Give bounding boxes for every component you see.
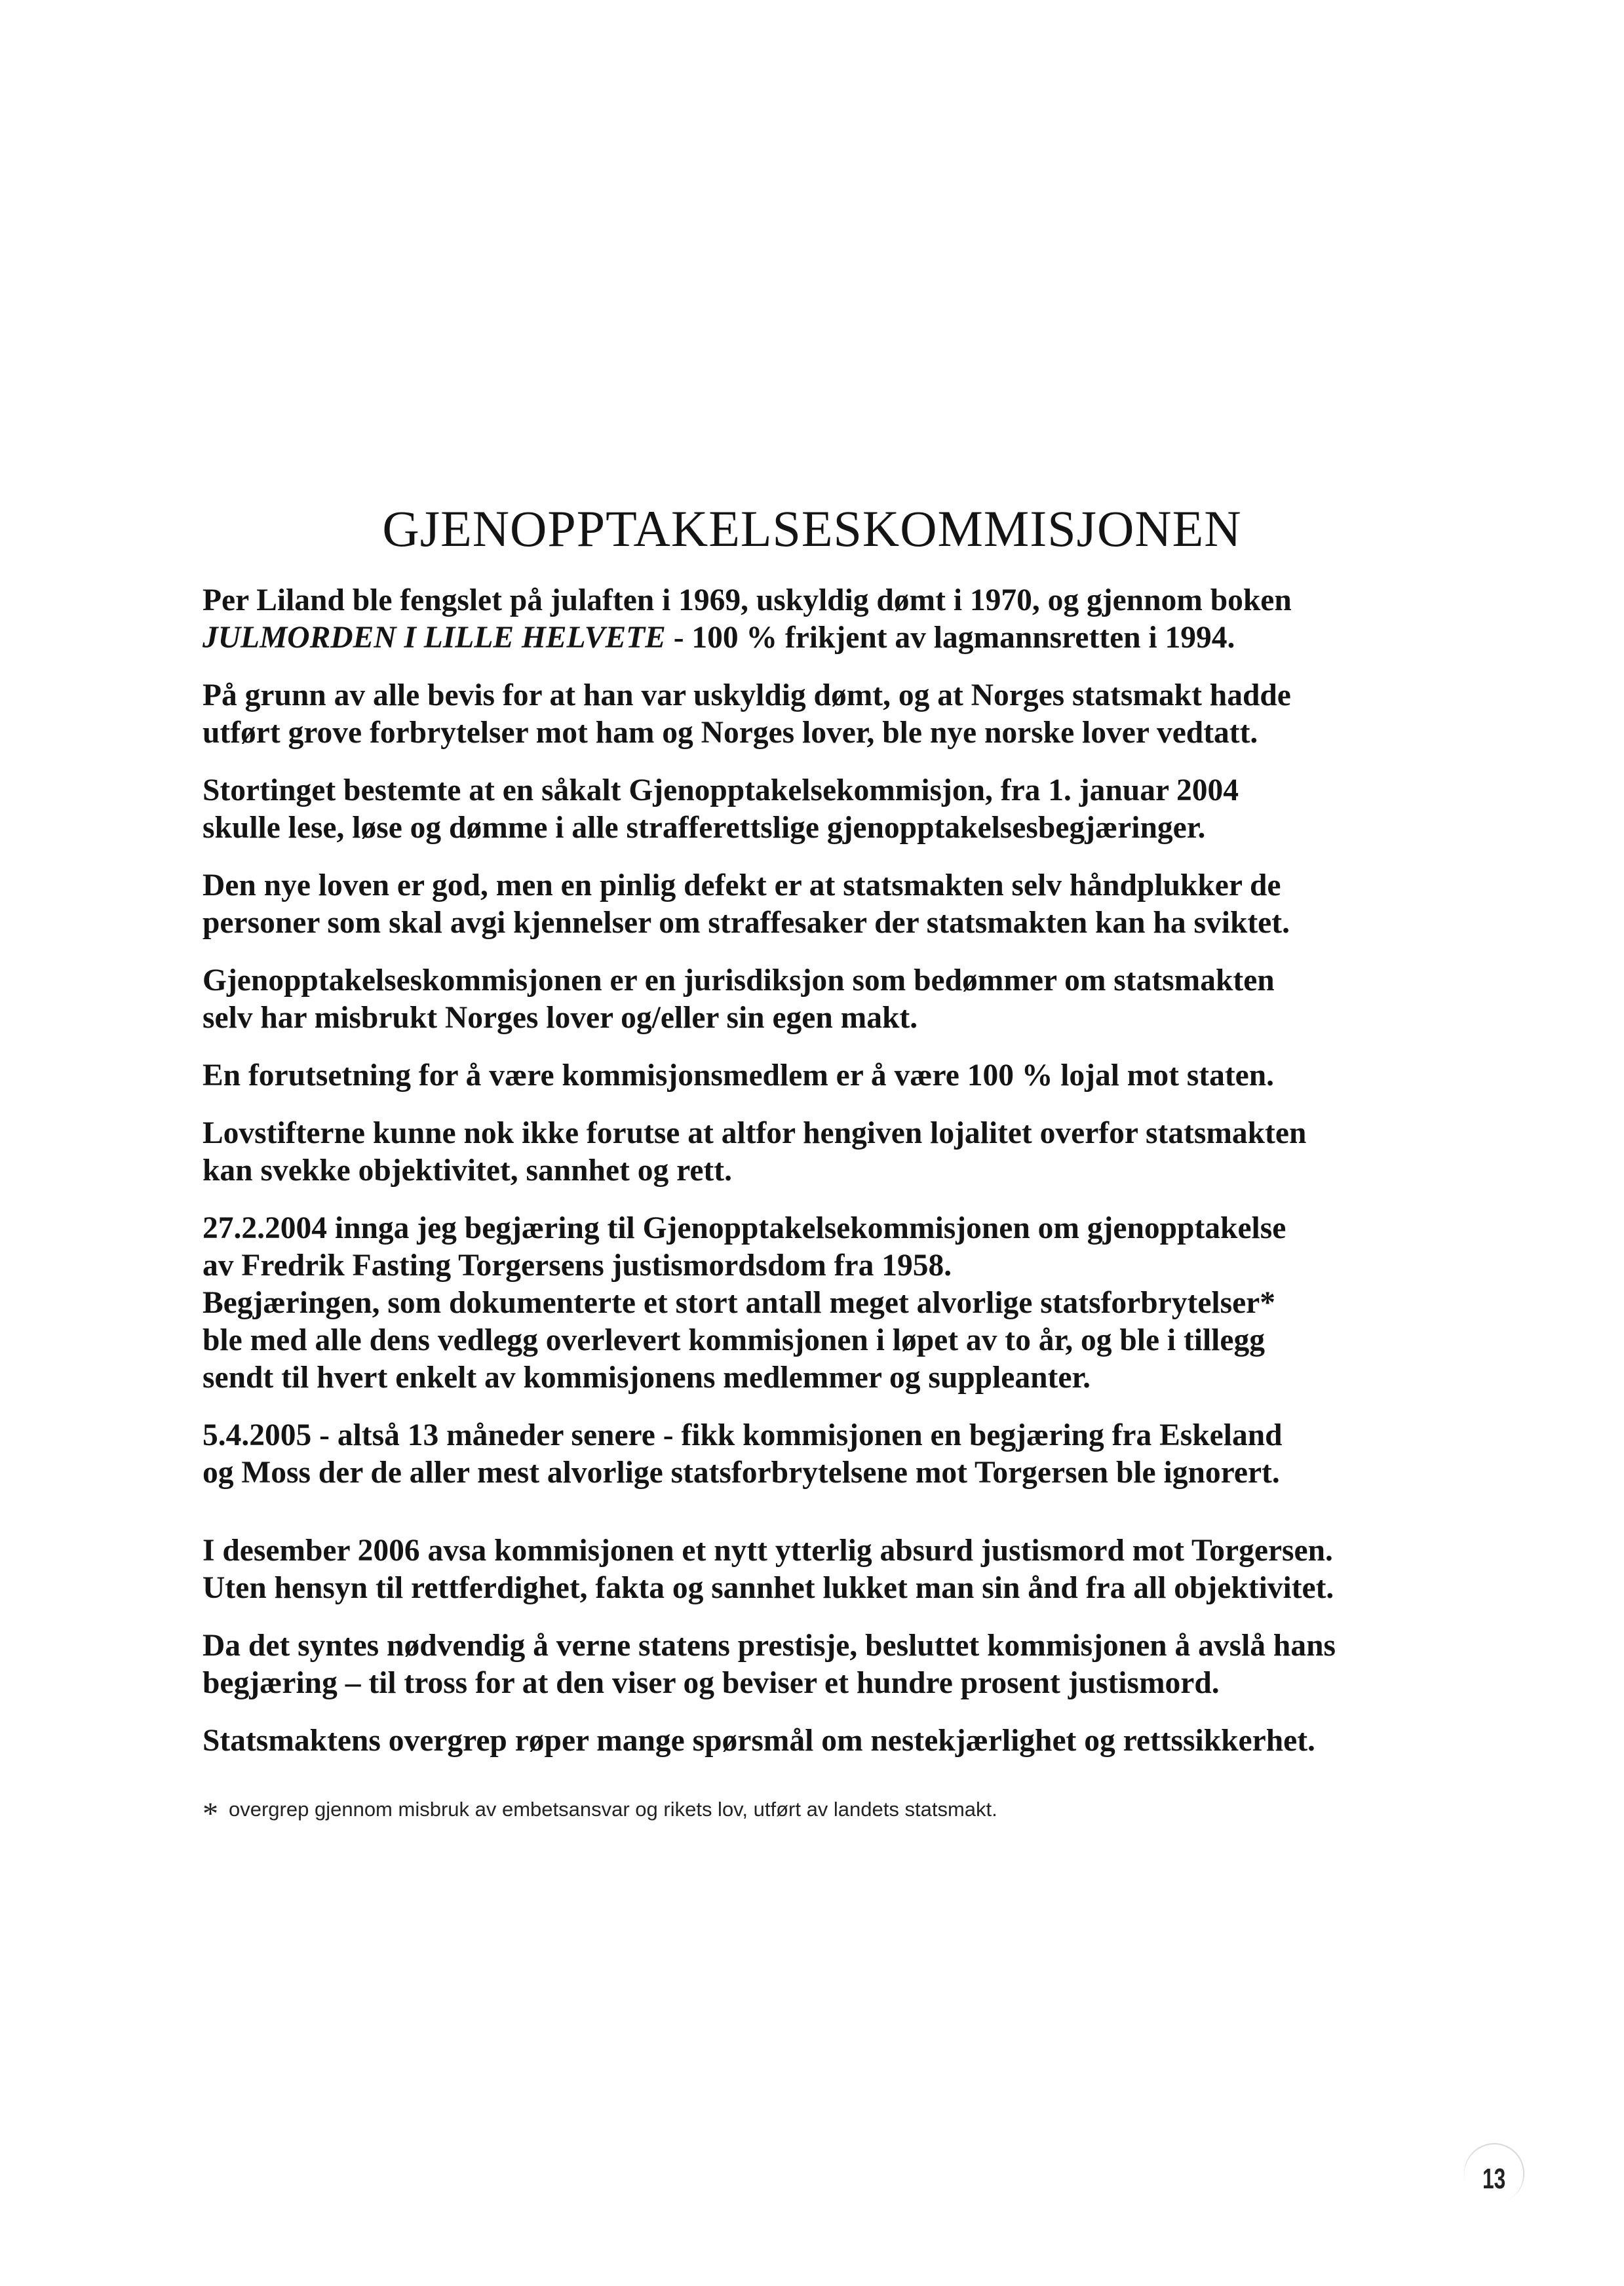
- text-line: selv har misbrukt Norges lover og/eller sin egen makt.: [203, 1001, 918, 1035]
- text-line: Da det syntes nødvendig å verne statens prestisje, besluttet kommisjonen å avslå hans: [203, 1629, 1336, 1663]
- text-line: skulle lese, løse og dømme i alle strafferettslige gjenopptakelsesbegjæringer.: [203, 811, 1206, 845]
- footnote-marker: *: [203, 1796, 218, 1831]
- book-title: JULMORDEN I LILLE HELVETE: [203, 621, 666, 655]
- text-line: Begjæringen, som dokumenterte et stort antall meget alvorlige statsforbrytelser*: [203, 1286, 1276, 1320]
- paragraph-3: [203, 772, 1435, 847]
- footnote-text: overgrep gjennom misbruk av embetsansvar og rikets lov, utført av landets statsmakt.: [229, 1798, 997, 1821]
- paragraph-4: [203, 867, 1435, 942]
- paragraph-5: [203, 962, 1435, 1037]
- text-line: ble med alle dens vedlegg overlevert kommisjonen i løpet av to år, og ble i tillegg: [203, 1323, 1265, 1357]
- paragraph-12: [203, 1722, 1435, 1760]
- text-line: [203, 619, 1435, 657]
- text-line: 5.4.2005 - altså 13 måneder senere - fikk kommisjonen en begjæring fra Eskeland: [203, 1418, 1283, 1452]
- text-line: sendt til hvert enkelt av kommisjonens medlemmer og suppleanter.: [203, 1361, 1091, 1395]
- text-line: Lovstifterne kunne nok ikke forutse at altfor hengiven lojalitet overfor statsmakten: [203, 1116, 1307, 1150]
- text-line-rest: - 100 % frikjent av lagmannsretten i 1994.: [673, 621, 1235, 655]
- paragraph-2: [203, 677, 1435, 752]
- paragraph-11: [203, 1627, 1435, 1702]
- text-line: av Fredrik Fasting Torgersens justismordsdom fra 1958.: [203, 1249, 952, 1283]
- paragraph-10: [203, 1532, 1435, 1607]
- text-line: Per Liland ble fengslet på julaften i 1969, uskyldig dømt i 1970, og gjennom boken: [203, 583, 1292, 617]
- text-line: kan svekke objektivitet, sannhet og rett.: [203, 1153, 732, 1188]
- text-line: utført grove forbrytelser mot ham og Norges lover, ble nye norske lover vedtatt.: [203, 716, 1258, 750]
- text-line: På grunn av alle bevis for at han var uskyldig dømt, og at Norges statsmakt hadde: [203, 678, 1291, 712]
- paragraph-8: [203, 1210, 1435, 1397]
- text-line: I desember 2006 avsa kommisjonen et nytt ytterlig absurd justismord mot Torgersen.: [203, 1534, 1333, 1568]
- paragraph-9: [203, 1417, 1435, 1492]
- text-line: Uten hensyn til rettferdighet, fakta og sannhet lukket man sin ånd fra all objektivitet.: [203, 1571, 1334, 1605]
- paragraph-1: [203, 582, 1435, 657]
- text-line: Gjenopptakelseskommisjonen er en jurisdiksjon som bedømmer om statsmakten: [203, 963, 1275, 998]
- text-line: Den nye loven er god, men en pinlig defekt er at statsmakten selv håndplukker de: [203, 868, 1281, 902]
- page-title: GJENOPPTAKELSESKOMMISJONEN: [382, 500, 1242, 557]
- page-number: 13: [1482, 2163, 1506, 2195]
- paragraph-7: [203, 1115, 1435, 1190]
- text-line: begjæring – til tross for at den viser og beviser et hundre prosent justismord.: [203, 1666, 1220, 1700]
- text-line: En forutsetning for å være kommisjonsmedlem er å være 100 % lojal mot staten.: [203, 1058, 1275, 1093]
- footnote: [203, 1796, 997, 1832]
- text-line: Statsmaktens overgrep røper mange spørsmål om nestekjærlighet og rettssikkerhet.: [203, 1724, 1315, 1758]
- body-text: [203, 582, 1435, 1780]
- text-line: 27.2.2004 innga jeg begjæring til Gjenopptakelsekommisjonen om gjenopptakelse: [203, 1211, 1286, 1245]
- text-line: Stortinget bestemte at en såkalt Gjenopptakelsekommisjon, fra 1. januar 2004: [203, 773, 1239, 807]
- text-line: personer som skal avgi kjennelser om straffesaker der statsmakten kan ha sviktet.: [203, 906, 1290, 940]
- text-line: og Moss der de aller mest alvorlige statsforbrytelsene mot Torgersen ble ignorert.: [203, 1456, 1280, 1490]
- paragraph-6: [203, 1057, 1435, 1095]
